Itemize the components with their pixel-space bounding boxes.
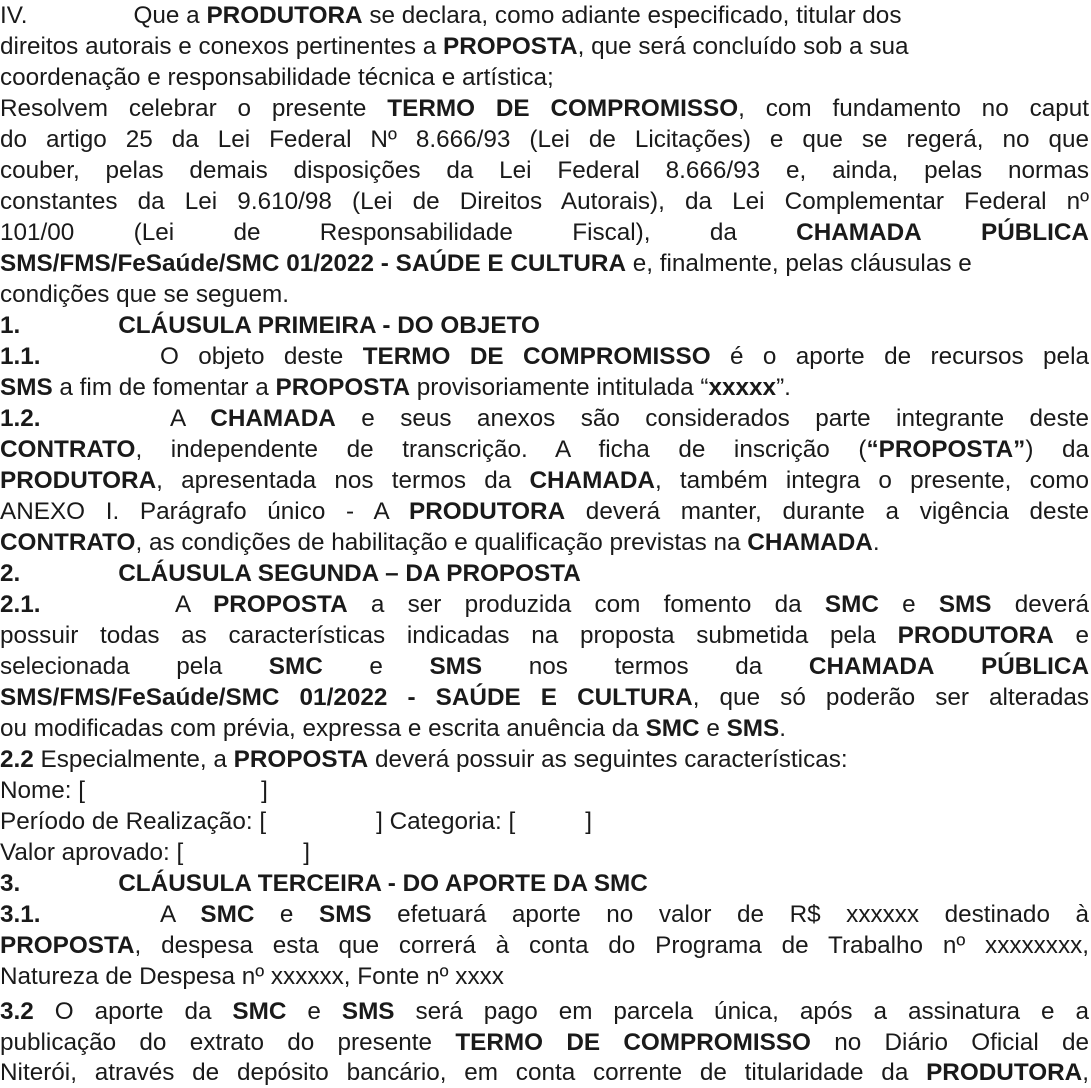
text-run: a fim de fomentar a [52,374,276,401]
item-iv-line-2 [0,31,1089,62]
item-1-2-line-3 [0,465,1089,496]
bold-run: xxxxx [708,374,777,401]
categoria-label: Categoria: [ [389,808,516,835]
bold-run: CHAMADA [210,405,336,432]
item-3-2-line-2 [0,1027,1089,1058]
item-3-1-text [160,899,1089,930]
nome-bracket: ] [261,777,268,804]
text-run: , as condições de habilitação e qualificação previstas na [135,529,748,556]
text-run: e [369,653,383,680]
item-2-1-number: 2.1. [0,591,41,618]
bold-run: PRODUTORA [409,498,566,525]
text-run: coordenação e responsabilidade técnica e artística; [0,64,554,91]
text-run: , com fundamento no caput [738,95,1089,122]
item-1-1-line-1 [0,341,1089,372]
clausula-2-title: CLÁUSULA SEGUNDA – DA PROPOSTA [118,560,581,587]
bold-run: SMC [200,901,255,928]
clausula-2-number: 2. [0,560,21,587]
item-2-1-line-3 [0,651,1089,682]
text-run: e [254,901,319,928]
bold-run: PÚBLICA [981,653,1089,680]
bold-run: SMS/FMS/FeSaúde/SMC 01/2022 - SAÚDE E CULTURA [0,250,626,277]
bold-run: TERMO DE COMPROMISSO [387,95,739,122]
item-1-2-line-4 [0,496,1089,527]
bold-run: SMS [318,901,372,928]
text-run: da [709,219,737,246]
text-run: , também integra o presente, como [654,467,1089,494]
valor-label: Valor aprovado: [ [0,839,184,866]
text-run: deverá possuir as seguintes características: [368,746,848,773]
item-2-1-text [175,589,1089,620]
bold-run: SMS [341,998,395,1025]
item-3-1-number: 3.1. [0,901,41,928]
clausula-3-heading [0,868,1089,899]
resolvem-line-1 [0,93,1089,124]
text-run: deverá manter, durante a vigência deste [565,498,1089,525]
text-run: será pago em parcela única, após a assinatura e a [394,998,1089,1025]
item-1-1-text [160,341,1089,372]
bold-run: SMC [232,998,287,1025]
text-run: de [233,219,261,246]
bold-run: SMC [824,591,879,618]
field-periodo-categoria [0,806,1089,837]
bold-run: SMS [726,715,780,742]
text-run: , que só poderão ser alteradas [692,684,1089,711]
item-1-1-number: 1.1. [0,343,41,370]
periodo-label: Período de Realização: [ [0,808,267,835]
bold-run: PRODUTORA [206,2,363,29]
clausula-1-title: CLÁUSULA PRIMEIRA - DO OBJETO [118,312,540,339]
bold-run: CHAMADA [747,529,873,556]
nome-label: Nome: [ [0,777,86,804]
bold-run: PROPOSTA [0,932,135,959]
text-run: condições que se seguem. [0,281,290,308]
text-run: se declara, como adiante especificado, titular dos [362,2,902,29]
resolvem-line-6 [0,248,1089,279]
text-run: . [872,529,880,556]
item-iv-line-3 [0,62,1089,93]
item-1-2-text [170,403,1089,434]
bold-run: TERMO DE COMPROMISSO [362,343,711,370]
item-3-2-line-3 [0,1057,1089,1088]
text-run: . [779,715,787,742]
text-run: e seus anexos são considerados parte integrante deste [335,405,1089,432]
item-1-1-line-2 [0,372,1089,403]
item-3-1-line-3 [0,961,1089,992]
bold-run: CHAMADA [808,653,935,680]
text-run: e [286,998,342,1025]
clausula-1-number: 1. [0,312,21,339]
categoria-bracket: ] [585,808,592,835]
text-run: Natureza de Despesa nº xxxxxx, Fonte nº xxxx [0,963,504,990]
text-run: (Lei [133,219,175,246]
clausula-1-heading [0,310,1089,341]
bold-run: SMS/FMS/FeSaúde/SMC 01/2022 - SAÚDE E CULTURA [0,684,693,711]
item-2-1-line-5 [0,713,1089,744]
text-run: O aporte da [33,998,233,1025]
text-run: deverá [991,591,1089,618]
item-1-2-line-2 [0,434,1089,465]
clausula-2-heading [0,558,1089,589]
bold-run: SMS [938,591,992,618]
text-run: couber, pelas demais disposições da Lei Federal 8.666/93 e, ainda, pelas normas [0,157,1089,184]
bold-run: SMC [268,653,323,680]
item-1-2-line-1 [0,403,1089,434]
text-run: , [1082,1059,1089,1086]
text-run: Fiscal), [572,219,651,246]
item-2-2-number: 2.2 [0,746,34,773]
resolvem-line-4 [0,186,1089,217]
item-3-2-number: 3.2 [0,998,34,1025]
bold-run: SMS [429,653,483,680]
text-run: e [878,591,939,618]
text-run: Responsabilidade [319,219,513,246]
item-2-1-line-4 [0,682,1089,713]
text-run: ”. [776,374,791,401]
text-run: , apresentada nos termos da [156,467,530,494]
item-3-2-line-1 [0,996,1089,1027]
text-run: constantes da Lei 9.610/98 (Lei de Direitos Autorais), da Lei Complementar Federal nº [0,188,1089,215]
text-run: termos [614,653,689,680]
text-run: e [699,715,727,742]
item-1-2-line-5 [0,527,1089,558]
text-run: A [160,901,201,928]
bold-run: PÚBLICA [980,219,1089,246]
valor-bracket: ] [303,839,311,866]
text-run: Que a [133,2,207,29]
text-run: , independente de transcrição. A ficha de inscrição ( [135,436,867,463]
text-run: no Diário Oficial de [810,1029,1089,1056]
text-run: a ser produzida com fomento da [347,591,825,618]
bold-run: PROPOSTA [275,374,411,401]
item-2-1-line-2 [0,620,1089,651]
bold-run: CONTRATO [0,436,136,463]
resolvem-line-7 [0,279,1089,310]
text-run: ou modificadas com prévia, expressa e escrita anuência da [0,715,646,742]
clausula-3-number: 3. [0,870,21,897]
text-run: e [1053,622,1089,649]
resolvem-line-5 [0,217,1089,248]
text-run: Niterói, através de depósito bancário, em conta corrente de titularidade da [0,1059,927,1086]
text-run: é o aporte de recursos pela [710,343,1089,370]
text-run: Resolvem celebrar o presente [0,95,388,122]
text-run: selecionada [0,653,130,680]
bold-run: CHAMADA [796,219,922,246]
text-run: ) da [1025,436,1089,463]
item-3-1-line-2 [0,930,1089,961]
item-1-2-number: 1.2. [0,405,41,432]
text-run: , despesa esta que correrá à conta do Programa de Trabalho nº xxxxxxxx, [134,932,1089,959]
bold-run: CHAMADA [529,467,655,494]
text-run: nos [528,653,568,680]
field-nome [0,775,1089,806]
bold-run: PROPOSTA [443,33,578,60]
bold-run: PRODUTORA [897,622,1054,649]
text-run: pela [176,653,223,680]
text-run: 101/00 [0,219,75,246]
text-run: A [170,405,211,432]
item-iv-number: IV. [0,2,28,29]
item-2-2-line-1 [0,744,1089,775]
bold-run: SMS [0,374,53,401]
bold-run: TERMO DE COMPROMISSO [455,1029,811,1056]
text-run: direitos autorais e conexos pertinentes a [0,33,444,60]
bold-run: PROPOSTA [213,591,348,618]
text-run: da [735,653,763,680]
text-run: provisoriamente intitulada “ [410,374,709,401]
item-3-1-line-1 [0,899,1089,930]
text-run: ANEXO I. Parágrafo único - A [0,498,409,525]
periodo-bracket: ] [376,808,383,835]
bold-run: CONTRATO [0,529,136,556]
text-run: do artigo 25 da Lei Federal Nº 8.666/93 (Lei de Licitações) e que se regerá, no que [0,126,1089,153]
text-run: e, finalmente, pelas cláusulas e [626,250,972,277]
item-iv-line-1 [0,0,1089,31]
text-run: A [175,591,214,618]
text-run: , que será concluído sob a sua [577,33,909,60]
text-run: efetuará aporte no valor de R$ xxxxxx destinado à [371,901,1089,928]
field-valor [0,837,1089,868]
text-run: Especialmente, a [33,746,234,773]
text-run: publicação do extrato do presente [0,1029,456,1056]
bold-run: PRODUTORA [926,1059,1083,1086]
text-run: possuir todas as características indicadas na proposta submetida pela [0,622,898,649]
bold-run: “PROPOSTA” [866,436,1026,463]
clausula-3-title: CLÁUSULA TERCEIRA - DO APORTE DA SMC [118,870,648,897]
item-2-1-line-1 [0,589,1089,620]
bold-run: PROPOSTA [233,746,369,773]
resolvem-line-3 [0,155,1089,186]
bold-run: SMC [645,715,700,742]
text-run: O objeto deste [160,343,363,370]
resolvem-line-2 [0,124,1089,155]
bold-run: PRODUTORA [0,467,157,494]
